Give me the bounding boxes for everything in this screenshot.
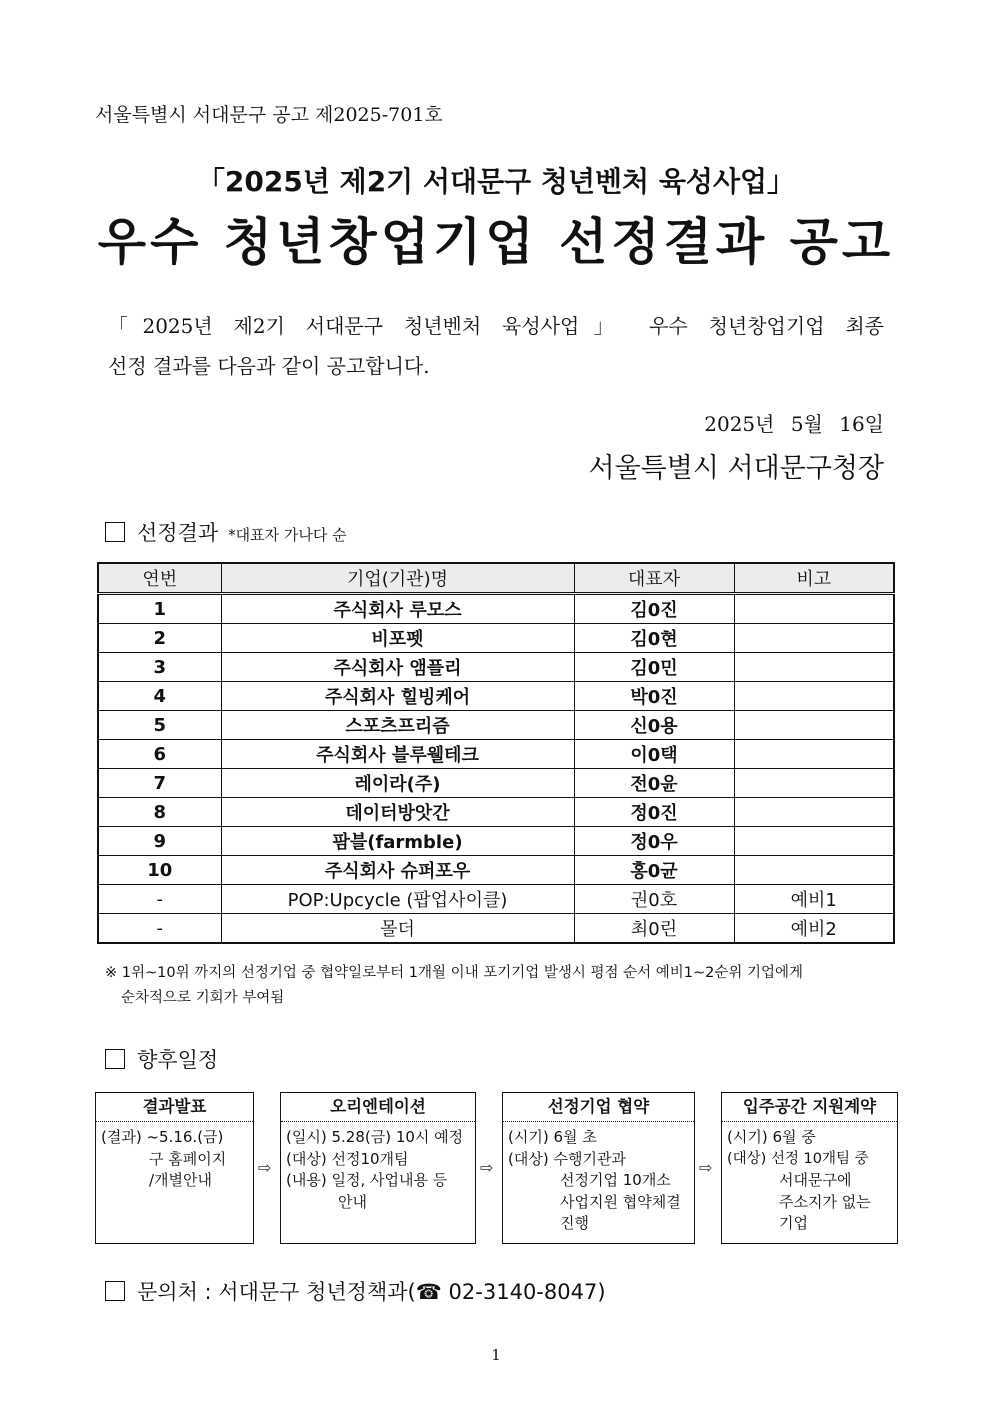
step-value: 선정10개팀 [331, 1149, 409, 1168]
schedule-section-title: 향후일정 [137, 1048, 219, 1072]
table-row [98, 827, 894, 856]
row-rep: 박0진 [574, 682, 734, 711]
table-row [98, 711, 894, 740]
row-rep: 정0진 [574, 798, 734, 827]
row-company: 주식회사 블루웰테크 [221, 740, 574, 769]
step-line [286, 1149, 470, 1171]
step-line: 선정기업 10개소 [560, 1171, 671, 1189]
row-rep: 권0호 [574, 885, 734, 914]
row-no: 8 [98, 798, 221, 827]
step-line: 안내 [338, 1192, 367, 1211]
header-company: 기업(기관)명 [221, 563, 574, 594]
notice-number: 서울특별시 서대문구 공고 제2025-701호 [95, 104, 443, 126]
step-line: 서대문구에 [779, 1171, 852, 1189]
row-note [734, 682, 894, 711]
page-number: 1 [491, 1346, 501, 1364]
row-no: 5 [98, 711, 221, 740]
row-note [734, 594, 894, 624]
step-title: 입주공간 지원계약 [722, 1093, 897, 1122]
row-rep: 이0택 [574, 740, 734, 769]
step-value: 5.28(금) 10시 예정 [331, 1128, 464, 1146]
arrow-right-icon: ⇨ [258, 1158, 272, 1177]
row-company: 스포츠프리즘 [221, 711, 574, 740]
row-rep: 김0현 [574, 624, 734, 653]
step-body [503, 1122, 694, 1235]
row-note: 예비2 [734, 914, 894, 944]
step-line: 기업 [779, 1214, 808, 1232]
row-company: 레이라(주) [221, 769, 574, 798]
step-value: 6월 초 [553, 1128, 597, 1146]
table-row [98, 856, 894, 885]
header-note: 비고 [734, 563, 894, 594]
table-row [98, 798, 894, 827]
row-no: 2 [98, 624, 221, 653]
schedule-step-orientation [280, 1092, 476, 1244]
table-row [98, 914, 894, 944]
row-note: 예비1 [734, 885, 894, 914]
checkbox-square-icon [105, 1281, 125, 1301]
row-rep: 최0린 [574, 914, 734, 944]
row-note [734, 827, 894, 856]
row-note [734, 856, 894, 885]
schedule-step-space-contract [721, 1092, 898, 1244]
table-row [98, 769, 894, 798]
notice-date: 2025년 5월 16일 [704, 412, 884, 436]
step-label: (시기) [508, 1128, 549, 1146]
step-body [96, 1122, 253, 1192]
table-row [98, 594, 894, 624]
step-label: (일시) [286, 1128, 327, 1146]
header-no: 연번 [98, 563, 221, 594]
row-company: 주식회사 슈퍼포우 [221, 856, 574, 885]
step-line: 사업지원 협약체결 [560, 1192, 681, 1211]
table-row [98, 740, 894, 769]
step-label: (대상) [286, 1149, 327, 1168]
step-line [727, 1149, 892, 1171]
step-line [508, 1127, 689, 1149]
step-line: /개별안내 [149, 1171, 213, 1189]
row-company: 데이터방앗간 [221, 798, 574, 827]
step-body [281, 1122, 475, 1213]
contact-heading [105, 1276, 606, 1306]
step-line [727, 1127, 892, 1149]
row-rep: 김0민 [574, 653, 734, 682]
row-rep: 신0용 [574, 711, 734, 740]
row-no: 1 [98, 594, 221, 624]
arrow-right-icon: ⇨ [699, 1158, 713, 1177]
row-no: 6 [98, 740, 221, 769]
schedule-section-heading [105, 1044, 218, 1074]
table-row [98, 682, 894, 711]
step-title: 결과발표 [96, 1093, 253, 1122]
step-value: 선정 10개팀 중 [770, 1150, 869, 1167]
step-line: 주소지가 없는 [779, 1192, 871, 1211]
row-note [734, 624, 894, 653]
result-section-title: 선정결과 [137, 521, 219, 545]
row-note [734, 653, 894, 682]
contact-text: 문의처 : 서대문구 청년정책과(☎ 02-3140-8047) [137, 1280, 606, 1304]
row-rep: 전0윤 [574, 769, 734, 798]
row-note [734, 711, 894, 740]
table-row [98, 885, 894, 914]
row-no: - [98, 914, 221, 944]
step-label: (시기) [727, 1128, 768, 1146]
step-value: 6월 중 [772, 1128, 816, 1146]
step-line [286, 1170, 470, 1192]
step-label: (내용) [286, 1171, 327, 1189]
step-title: 선정기업 협약 [503, 1093, 694, 1122]
result-section-note: *대표자 가나다 순 [228, 525, 347, 544]
issuer: 서울특별시 서대문구청장 [588, 453, 884, 484]
schedule-step-result-announcement [95, 1092, 254, 1244]
footnote-line2: 순차적으로 기회가 부여됨 [121, 990, 285, 1006]
step-label: (대상) [727, 1150, 767, 1167]
row-company: 주식회사 루모스 [221, 594, 574, 624]
row-note [734, 798, 894, 827]
row-rep: 홍0균 [574, 856, 734, 885]
step-label: (결과) [101, 1128, 142, 1146]
table-row [98, 653, 894, 682]
schedule-step-agreement [502, 1092, 695, 1244]
row-no: 7 [98, 769, 221, 798]
footnote-line1: ※ 1위~10위 까지의 선정기업 중 협약일로부터 1개월 이내 포기기업 발생시 평점 순서 예비1~2순위 기업에게 [105, 965, 803, 981]
row-no: 9 [98, 827, 221, 856]
row-rep: 김0진 [574, 594, 734, 624]
step-line: 진행 [560, 1214, 589, 1232]
row-company: 비포펫 [221, 624, 574, 653]
row-company: POP:Upcycle (팝업사이클) [221, 885, 574, 914]
table-row [98, 624, 894, 653]
step-value: 수행기관과 [553, 1149, 626, 1168]
row-rep: 정0우 [574, 827, 734, 856]
row-note [734, 740, 894, 769]
result-table [97, 562, 895, 944]
step-label: (대상) [508, 1149, 549, 1168]
result-section-heading [105, 517, 347, 547]
step-value: ~5.16.(금) [146, 1128, 224, 1146]
arrow-right-icon: ⇨ [480, 1158, 494, 1177]
checkbox-square-icon [105, 522, 125, 542]
intro-line1: 「2025년 제2기 서대문구 청년벤처 육성사업」 우수 청년창업기업 최종 [108, 314, 884, 338]
row-no: 10 [98, 856, 221, 885]
step-line [286, 1127, 470, 1149]
row-no: 4 [98, 682, 221, 711]
step-line: 구 홈페이지 [149, 1149, 227, 1168]
checkbox-square-icon [105, 1049, 125, 1069]
step-line [101, 1128, 223, 1146]
header-rep: 대표자 [574, 563, 734, 594]
step-line [508, 1149, 689, 1171]
row-company: 주식회사 힐빙케어 [221, 682, 574, 711]
row-no: 3 [98, 653, 221, 682]
table-header-row [98, 563, 894, 594]
row-company: 몰더 [221, 914, 574, 944]
row-note [734, 769, 894, 798]
title-line2: 우수 청년창업기업 선정결과 공고 [97, 213, 895, 271]
intro-line2: 선정 결과를 다음과 같이 공고합니다. [108, 354, 430, 378]
row-company: 팜블(farmble) [221, 827, 574, 856]
step-body [722, 1122, 897, 1235]
step-value: 일정, 사업내용 등 [331, 1171, 448, 1189]
footnote [105, 961, 897, 1011]
row-no: - [98, 885, 221, 914]
intro-paragraph [108, 306, 884, 386]
title-line1: 「2025년 제2기 서대문구 청년벤처 육성사업」 [196, 165, 796, 198]
row-company: 주식회사 앰플리 [221, 653, 574, 682]
step-title: 오리엔테이션 [281, 1093, 475, 1122]
